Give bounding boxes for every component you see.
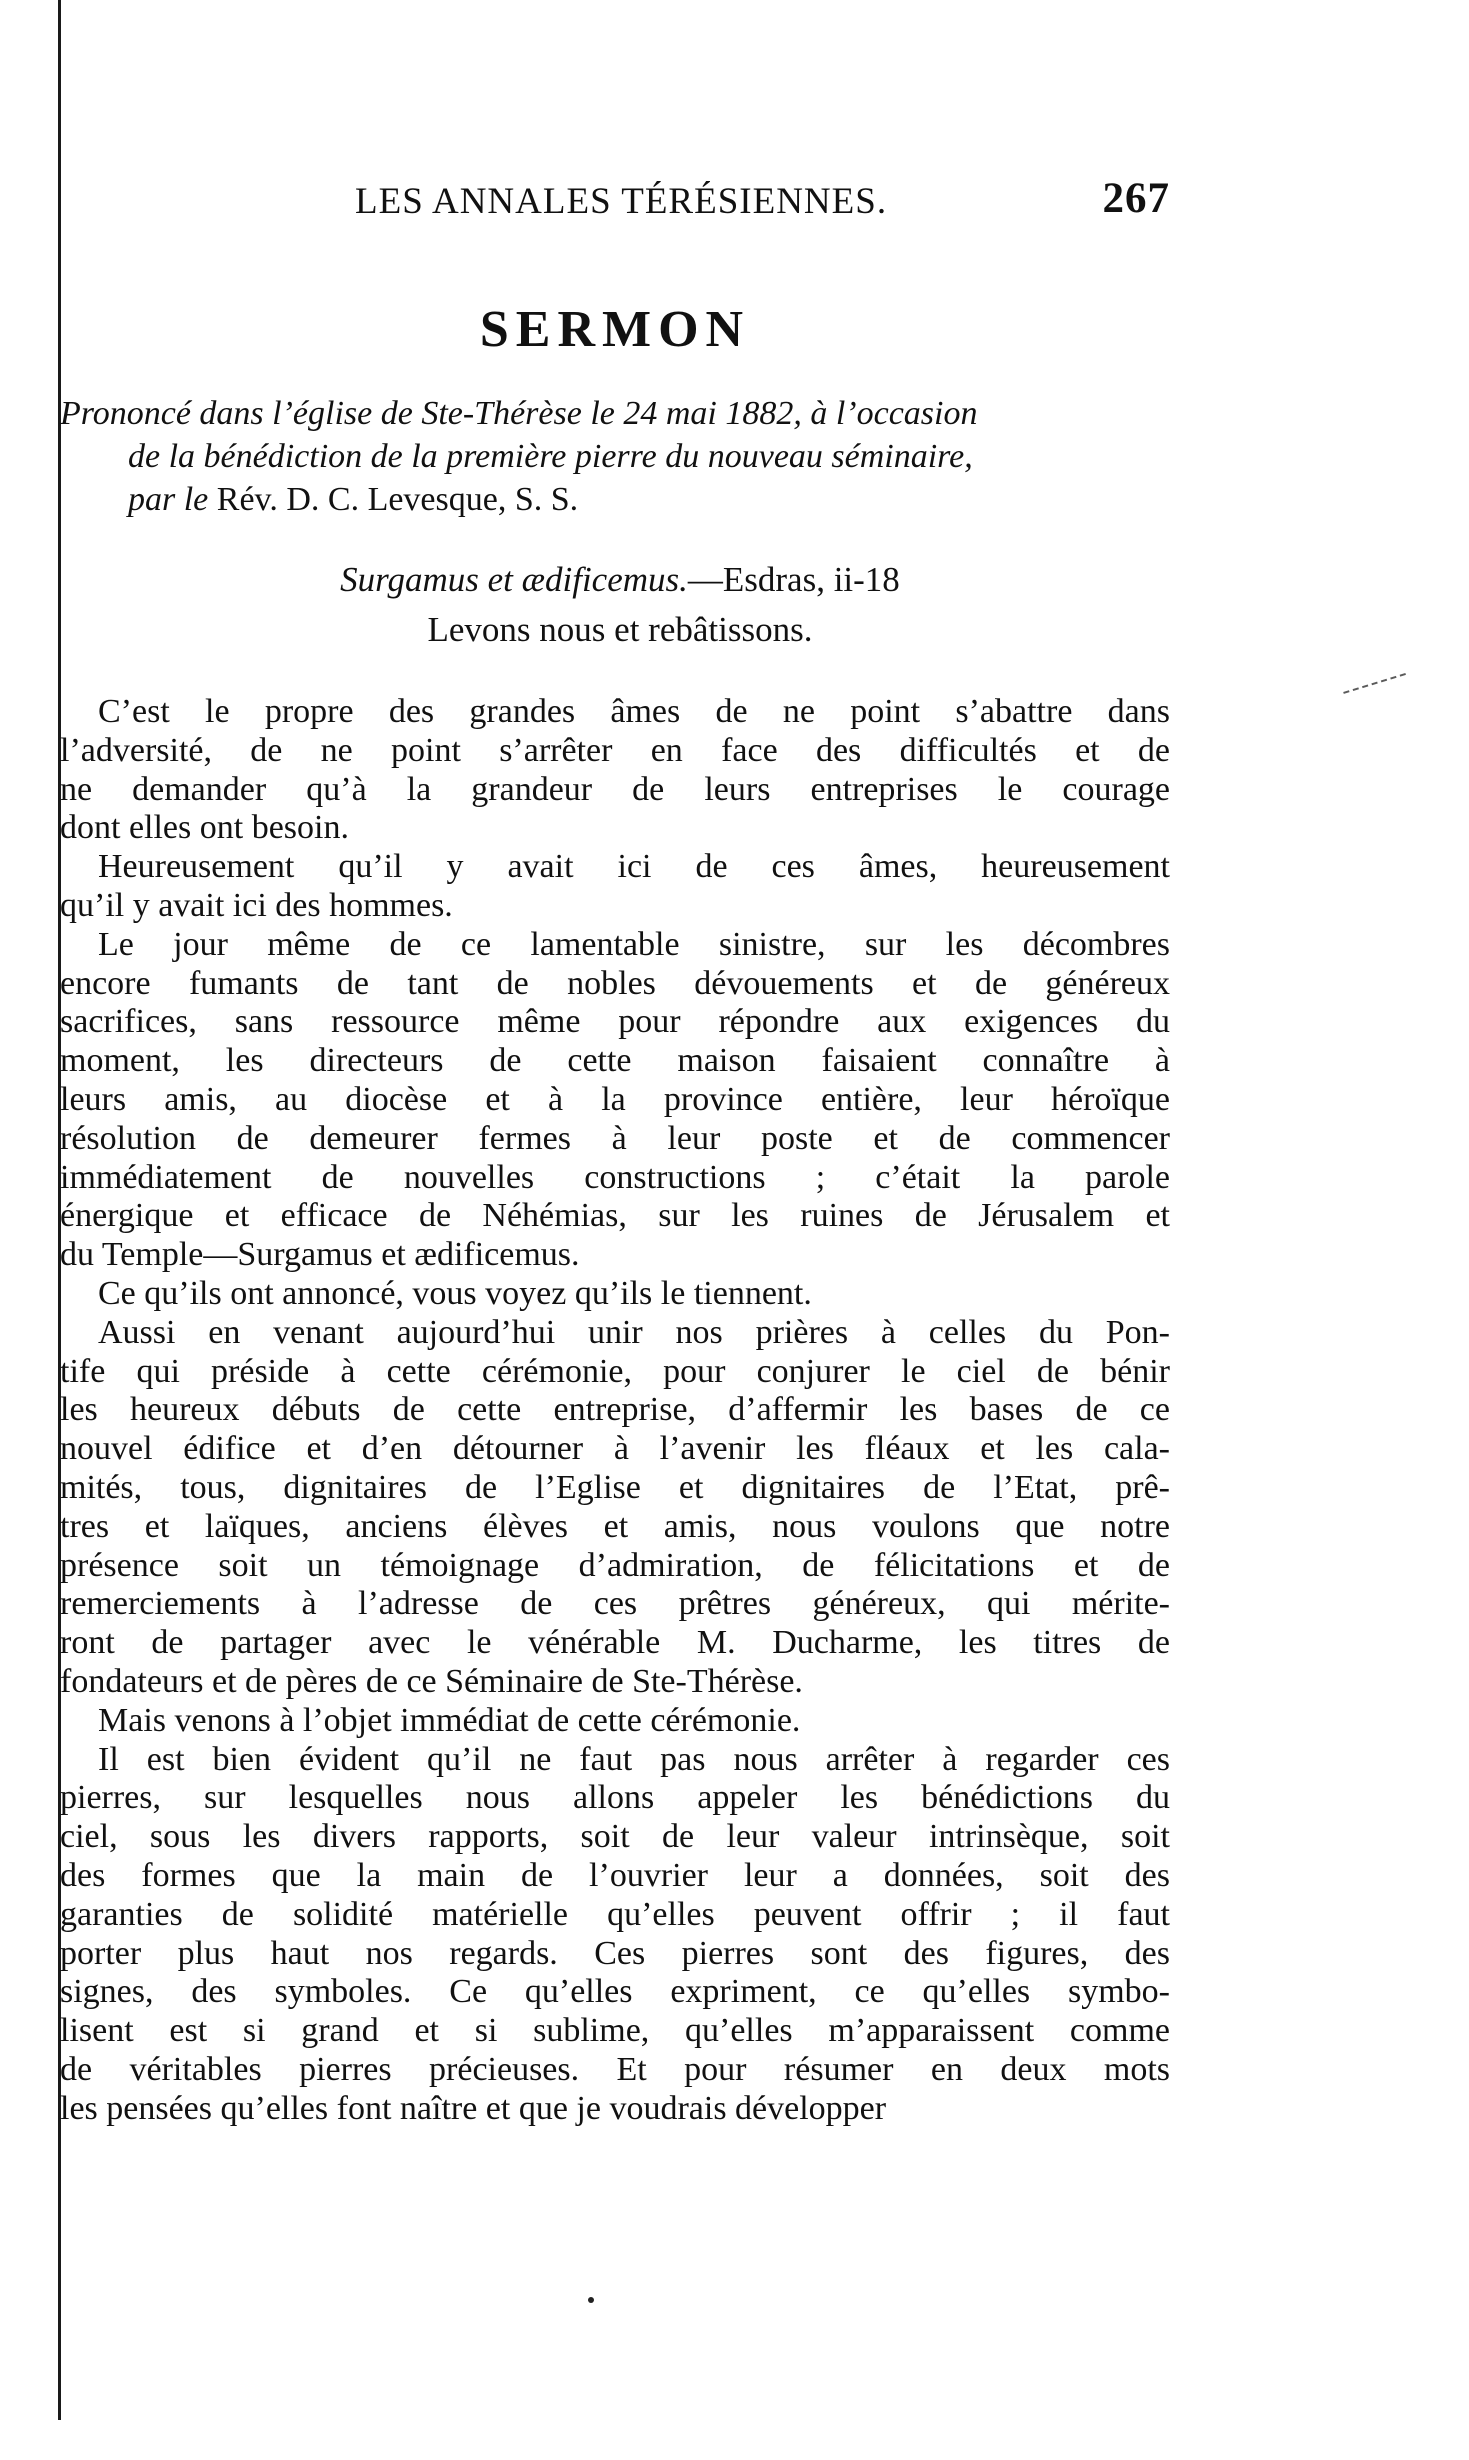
text-line: Le jour même de ce lamentable sinistre, sur les décombres (98, 925, 1170, 963)
text-line: ne demander qu’à la grandeur de leurs entreprises le courage (60, 770, 1170, 808)
text-line: sacrifices, sans ressource même pour répondre aux exigences du (60, 1003, 1170, 1041)
text-line: tife qui préside à cette cérémonie, pour conjurer le ciel de bénir (60, 1352, 1170, 1390)
text-line: tres et laïques, anciens élèves et amis, nous voulons que notre (60, 1507, 1170, 1545)
subtitle-line: Prononcé dans l’église de Ste-Thérèse le 24 mai 1882, à l’occasion (60, 395, 978, 432)
text-line: fondateurs et de pères de ce Séminaire de Ste-Thérèse. (60, 1662, 803, 1700)
text-line: signes, des symboles. Ce qu’elles expriment, ce qu’elles symbo- (60, 1973, 1170, 2011)
epigraph-latin-line (60, 555, 1180, 605)
subtitle-line: de la bénédiction de la première pierre du nouveau séminaire, (128, 438, 973, 475)
sermon-body (60, 693, 1170, 2128)
text-line: nouvel édifice et d’en détourner à l’avenir les fléaux et les cala- (60, 1430, 1170, 1468)
subtitle-prefix: par le (128, 481, 217, 518)
author-name: Rév. D. C. Levesque, S. S. (216, 481, 579, 518)
ink-dot (588, 2297, 594, 2303)
text-line: Heureusement qu’il y avait ici de ces âmes, heureusement (98, 848, 1170, 886)
text-line: l’adversité, de ne point s’arrêter en face des difficultés et de (60, 731, 1170, 769)
text-line: C’est le propre des grandes âmes de ne point s’abattre dans (98, 693, 1170, 730)
text-line: immédiatement de nouvelles constructions ; c’était la parole (60, 1158, 1170, 1196)
text-line: remerciements à l’adresse de ces prêtres généreux, qui mérite- (60, 1585, 1170, 1623)
epigraph-latin: Surgamus et ædificemus. (340, 560, 688, 599)
epigraph (60, 555, 1180, 655)
text-line: lisent est si grand et si sublime, qu’elles m’apparaissent comme (60, 2012, 1170, 2050)
text-line: qu’il y avait ici des hommes. (60, 886, 453, 924)
text-line: énergique et efficace de Néhémias, sur les ruines de Jérusalem et (60, 1197, 1170, 1235)
sermon-subtitle (60, 392, 1180, 521)
text-line: ciel, sous les divers rapports, soit de leur valeur intrinsèque, soit (60, 1818, 1170, 1856)
text-line: ront de partager avec le vénérable M. Ducharme, les titres de (60, 1624, 1170, 1662)
page-number: 267 (1102, 175, 1170, 222)
text-line: de véritables pierres précieuses. Et pour résumer en deux mots (60, 2050, 1170, 2088)
text-line: Il est bien évident qu’il ne faut pas nous arrêter à regarder ces (98, 1740, 1170, 1778)
subtitle-line (60, 478, 1180, 521)
text-line: porter plus haut nos regards. Ces pierres sont des figures, des (60, 1934, 1170, 1972)
text-line: les pensées qu’elles font naître et que je voudrais développer (60, 2089, 887, 2127)
text-line: Mais venons à l’objet immédiat de cette cérémonie. (98, 1701, 801, 1739)
text-line: Ce qu’ils ont annoncé, vous voyez qu’ils le tiennent. (98, 1274, 812, 1312)
text-line: garanties de solidité matérielle qu’elles peuvent offrir ; il faut (60, 1895, 1170, 1933)
text-line: encore fumants de tant de nobles dévouements et de généreux (60, 964, 1170, 1002)
text-line: les heureux débuts de cette entreprise, d’affermir les bases de ce (60, 1391, 1170, 1429)
margin-pencil-mark (1343, 673, 1412, 713)
text-line: moment, les directeurs de cette maison faisaient connaître à (60, 1042, 1170, 1080)
text-line: des formes que la main de l’ouvrier leur a données, soit des (60, 1856, 1170, 1894)
text-line: du Temple—Surgamus et ædificemus. (60, 1236, 580, 1274)
running-header (355, 175, 1170, 240)
text-line: Aussi en venant aujourd’hui unir nos prières à celles du Pon- (98, 1313, 1170, 1351)
sermon-title: SERMON (479, 301, 751, 358)
text-line: dont elles ont besoin. (60, 809, 349, 847)
text-line: pierres, sur lesquelles nous allons appeler les bénédictions du (60, 1779, 1170, 1817)
text-line: leurs amis, au diocèse et à la province entière, leur héroïque (60, 1080, 1170, 1118)
text-line: présence soit un témoignage d’admiration, de félicitations et de (60, 1546, 1170, 1584)
epigraph-translation: Levons nous et rebâtissons. (427, 610, 813, 649)
text-line: mités, tous, dignitaires de l’Eglise et dignitaires de l’Etat, prê- (60, 1468, 1170, 1506)
running-title: LES ANNALES TÉRÉSIENNES. (355, 181, 888, 222)
epigraph-reference: —Esdras, ii-18 (687, 560, 900, 599)
text-line: résolution de demeurer fermes à leur poste et de commencer (60, 1119, 1170, 1157)
